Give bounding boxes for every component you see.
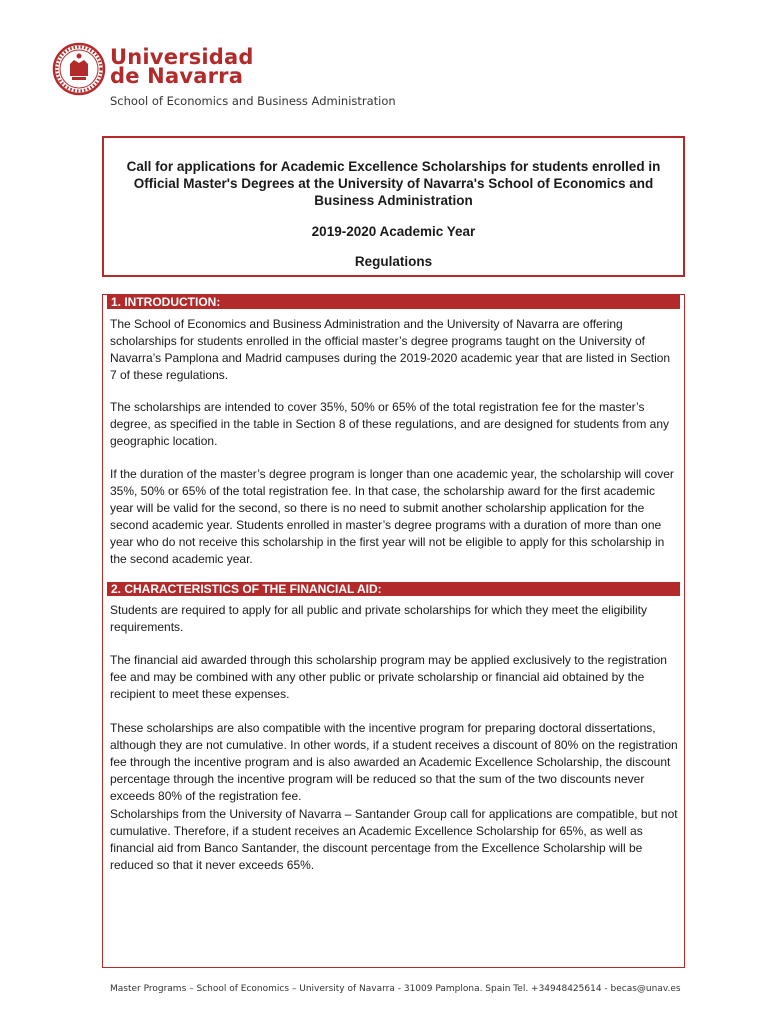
document-header [52, 42, 472, 112]
title-box [102, 136, 685, 277]
section-heading-introduction: 1. INTRODUCTION: [107, 295, 680, 309]
paragraph: These scholarships are also compatible with the incentive program for preparing doctoral dissertations, although they are not cumulative. In other words, if a student receives a discount of 80% on the registration fee through the incentive program and is also awarded an Academic Excellence Scholarship, the discount percentage through the incentive program will be reduced so that the sum of the two discounts never exceeds 80% of the registration fee. [110, 721, 678, 803]
university-seal-icon [52, 42, 106, 96]
paragraph: If the duration of the master’s degree program is longer than one academic year, the scholarship will cover 35%, 50% or 65% of the total registration fee. In that case, the scholarship award for the first academic year will be valid for the second, so there is no need to submit another scholarship application for the second academic year. Students enrolled in master’s degree programs with a duration of more than one year who do not receive this scholarship in the first year will not be eligible to apply for this scholarship in the second academic year. [110, 467, 674, 566]
academic-year: 2019-2020 Academic Year [311, 224, 476, 239]
paragraph: Scholarships from the University of Navarra – Santander Group call for applications are compatible, but not cumulative. Therefore, if a student receives an Academic Excellence Scholarship for 65%, as well as financial aid from Banco Santander, the discount percentage from the Excellence Scholarship will be reduced so that it never exceeds 65%. [110, 807, 678, 872]
paragraph: The School of Economics and Business Administration and the University of Navarra are offering scholarships for students enrolled in the official master’s degree programs taught on the University of Navarra’s Pamplona and Madrid campuses during the 2019-2020 academic year that are listed in Section 7 of these regulations. [110, 317, 671, 382]
university-name [110, 45, 254, 88]
document-title: Call for applications for Academic Excellence Scholarships for students enrolled in Official Master's Degrees at the University of Navarra's School of Economics and Business Administration [126, 159, 661, 208]
paragraph: The scholarships are intended to cover 35%, 50% or 65% of the total registration fee for the master’s degree, as specified in the table in Section 8 of these regulations, and are designed for students from any geographic location. [110, 400, 670, 448]
university-name-line1: Universidad [110, 45, 254, 69]
section-heading-financial-aid: 2. CHARACTERISTICS OF THE FINANCIAL AID: [107, 582, 680, 596]
paragraph: The financial aid awarded through this scholarship program may be applied exclusively to the registration fee and may be combined with any other public or private scholarship or financial aid obtained by the recipient to meet these expenses. [110, 653, 667, 701]
document-subtitle: Regulations [354, 254, 433, 269]
page-footer: Master Programs – School of Economics – University of Navarra - 31009 Pamplona. Spain Tel. +34948425614 - becas@unav.es [110, 984, 681, 994]
school-name: School of Economics and Business Administration [110, 94, 396, 108]
university-name-line2: de Navarra [110, 64, 244, 88]
paragraph: Students are required to apply for all public and private scholarships for which they meet the eligibility requirements. [110, 603, 647, 634]
